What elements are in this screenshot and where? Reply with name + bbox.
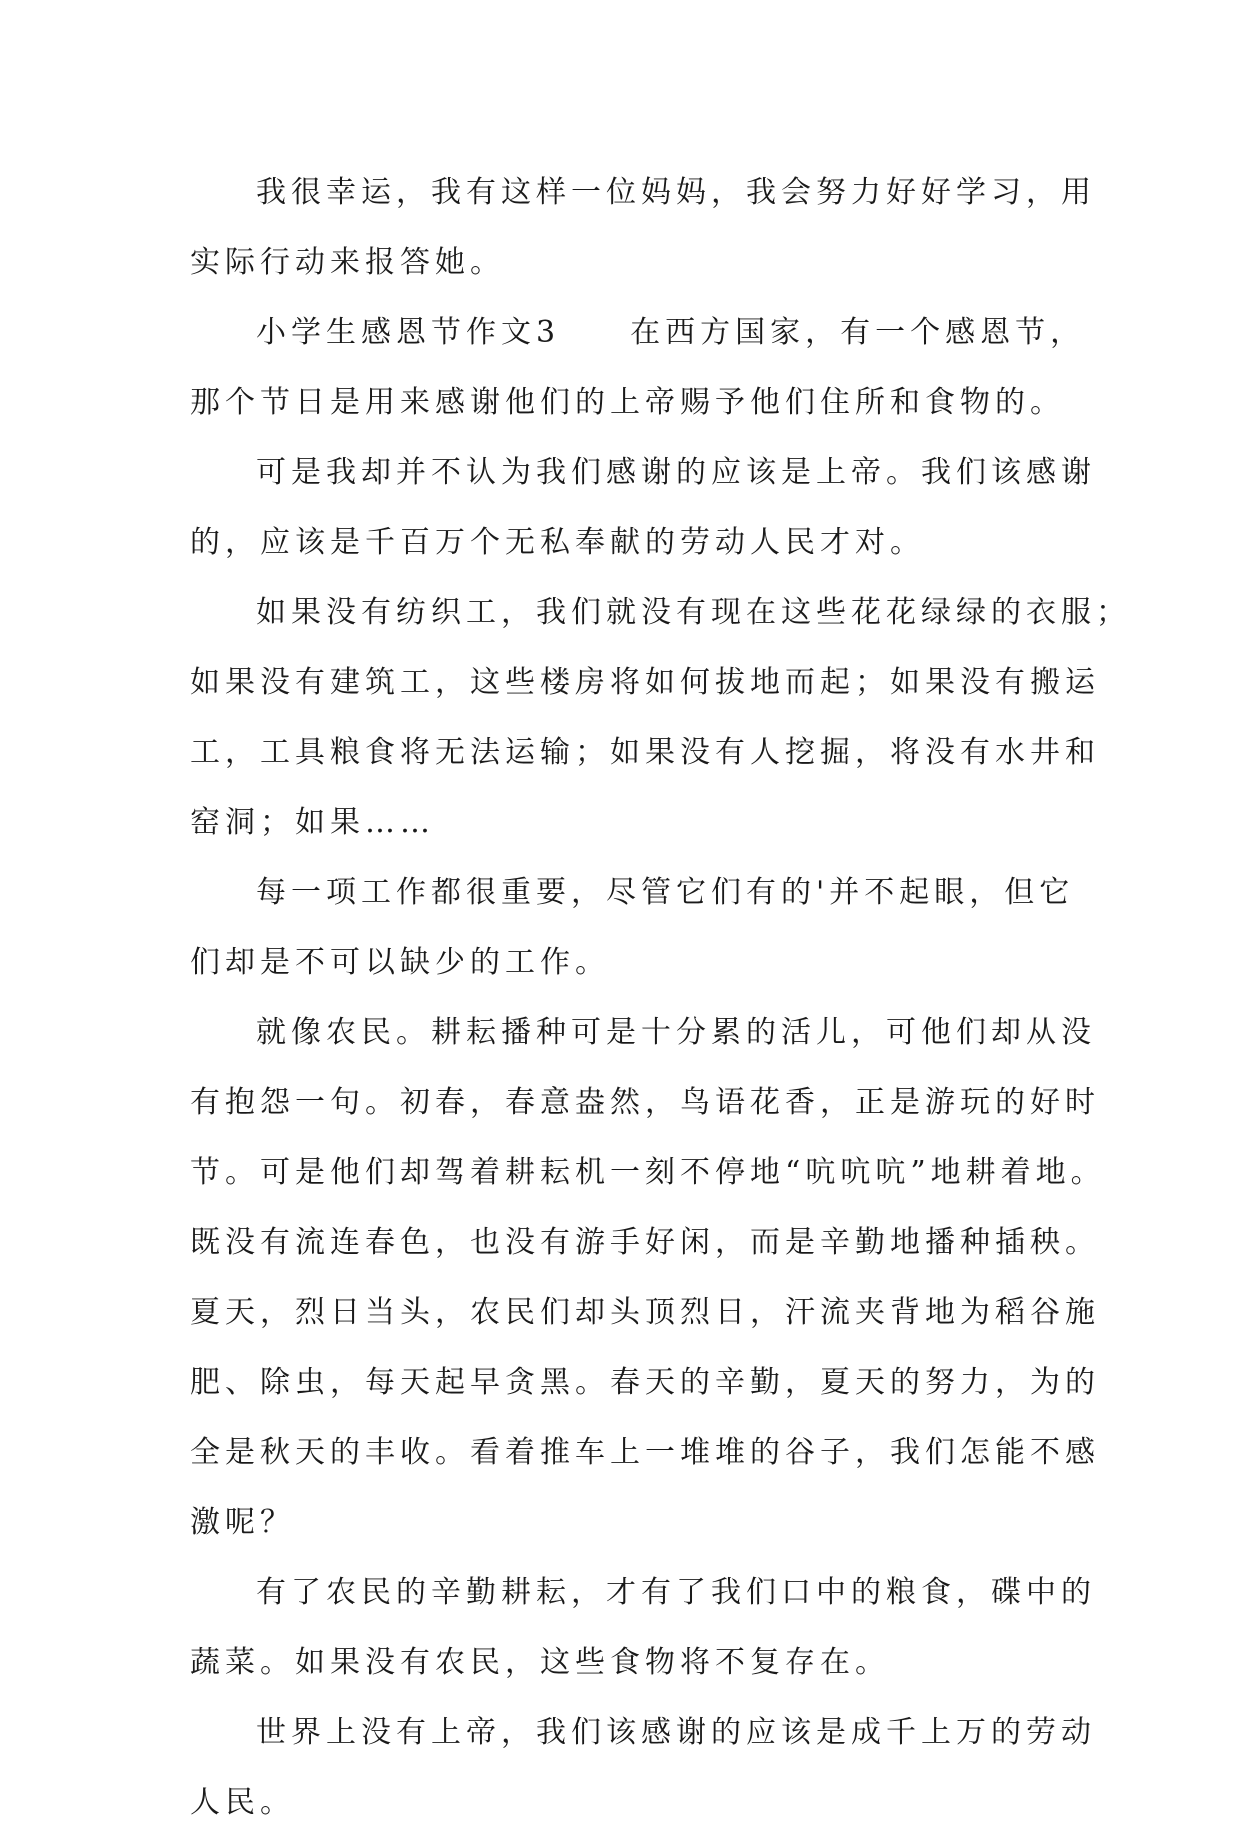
paragraph-line: 既没有流连春色，也没有游手好闲，而是辛勤地播种插秧。 (190, 1225, 1100, 1260)
paragraph-line: 节。可是他们却驾着耕耘机一刻不停地“吭吭吭”地耕着地。 (190, 1155, 1106, 1190)
paragraph-line: 人民。 (190, 1785, 295, 1820)
paragraph-line: 就像农民。耕耘播种可是十分累的活儿，可他们却从没 (256, 1015, 1096, 1050)
paragraph-line: 肥、除虫，每天起早贪黑。春天的辛勤，夏天的努力，为的 (190, 1365, 1100, 1400)
paragraph-line: 有抱怨一句。初春，春意盎然，鸟语花香，正是游玩的好时 (190, 1085, 1100, 1120)
paragraph-line: 世界上没有上帝，我们该感谢的应该是成千上万的劳动 (256, 1715, 1096, 1750)
paragraph-line: 工，工具粮食将无法运输；如果没有人挖掘，将没有水井和 (190, 735, 1100, 770)
paragraph-line: 可是我却并不认为我们感谢的应该是上帝。我们该感谢 (256, 455, 1096, 490)
paragraph-line: 窑洞；如果…… (190, 805, 435, 840)
paragraph-line: 蔬菜。如果没有农民，这些食物将不复存在。 (190, 1645, 890, 1680)
paragraph-line: 夏天，烈日当头，农民们却头顶烈日，汗流夹背地为稻谷施 (190, 1295, 1100, 1330)
paragraph-line: 如果没有纺织工，我们就没有现在这些花花绿绿的衣服； (256, 595, 1131, 630)
paragraph-line: 小学生感恩节作文3 在西方国家，有一个感恩节， (256, 315, 1086, 350)
paragraph-line: 那个节日是用来感谢他们的上帝赐予他们住所和食物的。 (190, 385, 1065, 420)
paragraph-line: 我很幸运，我有这样一位妈妈，我会努力好好学习，用 (256, 175, 1096, 210)
paragraph-line: 如果没有建筑工，这些楼房将如何拔地而起；如果没有搬运 (190, 665, 1100, 700)
paragraph-line: 每一项工作都很重要，尽管它们有的'并不起眼，但它 (256, 875, 1075, 910)
paragraph-line: 全是秋天的丰收。看着推车上一堆堆的谷子，我们怎能不感 (190, 1435, 1100, 1470)
paragraph-line: 激呢？ (190, 1505, 295, 1540)
paragraph-line: 们却是不可以缺少的工作。 (190, 945, 610, 980)
paragraph-line: 有了农民的辛勤耕耘，才有了我们口中的粮食，碟中的 (256, 1575, 1096, 1610)
paragraph-line: 的，应该是千百万个无私奉献的劳动人民才对。 (190, 525, 925, 560)
document-body (190, 158, 1131, 1838)
paragraph-line: 实际行动来报答她。 (190, 245, 505, 280)
